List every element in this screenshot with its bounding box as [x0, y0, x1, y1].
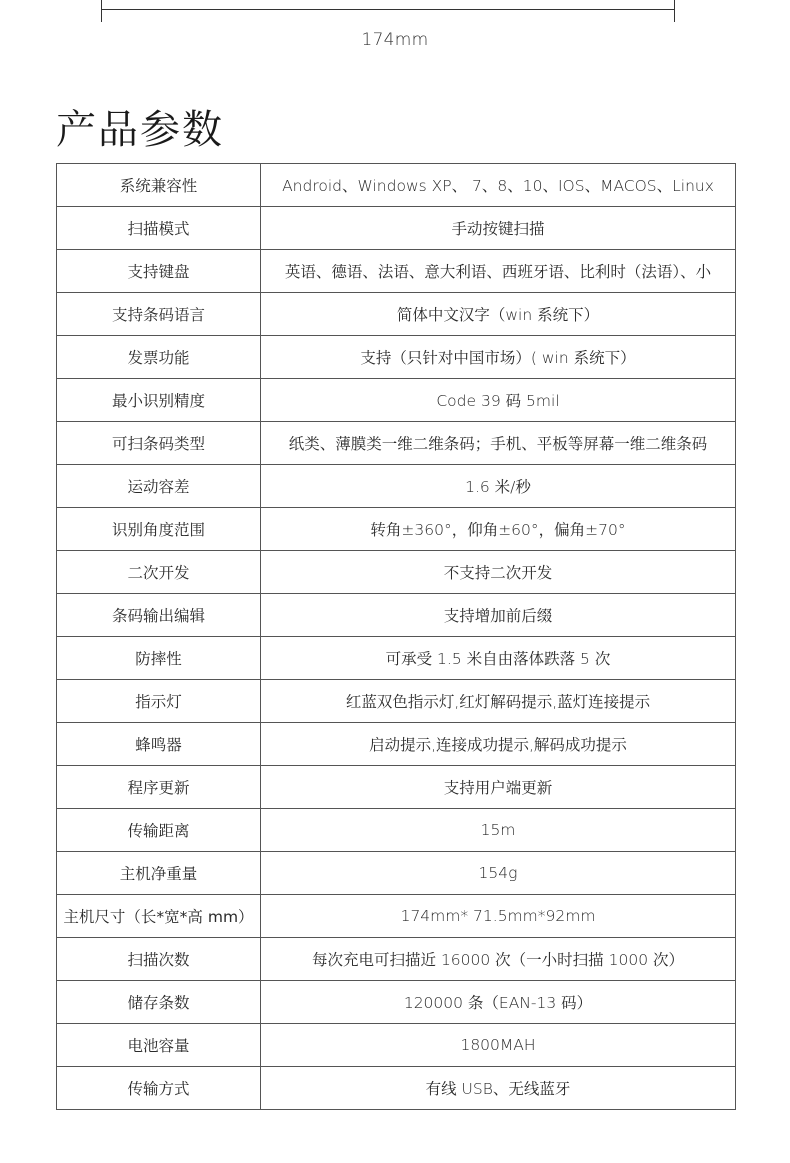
spec-value: 有线 USB、无线蓝牙: [261, 1067, 736, 1110]
spec-label: 发票功能: [57, 336, 261, 379]
spec-label: 主机尺寸（长*宽*高 mm）: [57, 895, 261, 938]
spec-row: [57, 422, 736, 465]
spec-row: [57, 336, 736, 379]
dimension-tick-left: [101, 0, 102, 22]
spec-label: 指示灯: [57, 680, 261, 723]
spec-label: 支持条码语言: [57, 293, 261, 336]
spec-value: 120000 条（EAN-13 码）: [261, 981, 736, 1024]
spec-row: [57, 680, 736, 723]
spec-row: [57, 637, 736, 680]
spec-label: 条码输出编辑: [57, 594, 261, 637]
spec-row: [57, 938, 736, 981]
spec-row: [57, 981, 736, 1024]
spec-row: [57, 809, 736, 852]
spec-label: 系统兼容性: [57, 164, 261, 207]
spec-row: [57, 852, 736, 895]
spec-value: 可承受 1.5 米自由落体跌落 5 次: [261, 637, 736, 680]
spec-label: 运动容差: [57, 465, 261, 508]
section-title: 产品参数: [56, 107, 224, 153]
spec-table-body: [57, 164, 736, 1110]
spec-label: 传输方式: [57, 1067, 261, 1110]
dimension-label: 174mm: [361, 30, 429, 50]
spec-row: [57, 1024, 736, 1067]
dimension-bar: [101, 9, 675, 10]
spec-row: [57, 551, 736, 594]
spec-value: 支持用户端更新: [261, 766, 736, 809]
spec-label: 最小识别精度: [57, 379, 261, 422]
spec-row: [57, 250, 736, 293]
spec-value: 1800MAH: [261, 1024, 736, 1067]
spec-label: 扫描次数: [57, 938, 261, 981]
spec-row: [57, 465, 736, 508]
dimension-line: [101, 0, 675, 22]
spec-label: 扫描模式: [57, 207, 261, 250]
spec-value: 手动按键扫描: [261, 207, 736, 250]
spec-value: 154g: [261, 852, 736, 895]
spec-row: [57, 766, 736, 809]
spec-row: [57, 207, 736, 250]
spec-value: 简体中文汉字（win 系统下）: [261, 293, 736, 336]
spec-label: 程序更新: [57, 766, 261, 809]
spec-label: 储存条数: [57, 981, 261, 1024]
spec-label: 防摔性: [57, 637, 261, 680]
spec-label: 可扫条码类型: [57, 422, 261, 465]
spec-value: 174mm* 71.5mm*92mm: [261, 895, 736, 938]
spec-table: [56, 163, 736, 1110]
spec-row: [57, 1067, 736, 1110]
spec-value: 每次充电可扫描近 16000 次（一小时扫描 1000 次）: [261, 938, 736, 981]
spec-row: [57, 293, 736, 336]
spec-value: 英语、德语、法语、意大利语、西班牙语、比利时（法语）、小: [261, 250, 736, 293]
spec-value: 不支持二次开发: [261, 551, 736, 594]
spec-label: 支持键盘: [57, 250, 261, 293]
spec-value: Android、Windows XP、 7、8、10、IOS、MACOS、Linux: [261, 164, 736, 207]
spec-row: [57, 594, 736, 637]
dimension-tick-right: [674, 0, 675, 22]
spec-value: 启动提示,连接成功提示,解码成功提示: [261, 723, 736, 766]
spec-value: Code 39 码 5mil: [261, 379, 736, 422]
spec-row: [57, 508, 736, 551]
spec-value: 转角±360°，仰角±60°，偏角±70°: [261, 508, 736, 551]
spec-value: 纸类、薄膜类一维二维条码；手机、平板等屏幕一维二维条码: [261, 422, 736, 465]
spec-row: [57, 379, 736, 422]
spec-value: 支持（只针对中国市场）( win 系统下）: [261, 336, 736, 379]
spec-row: [57, 895, 736, 938]
spec-value: 支持增加前后缀: [261, 594, 736, 637]
spec-label: 主机净重量: [57, 852, 261, 895]
spec-label: 蜂鸣器: [57, 723, 261, 766]
spec-row: [57, 164, 736, 207]
spec-label: 二次开发: [57, 551, 261, 594]
spec-value: 1.6 米/秒: [261, 465, 736, 508]
spec-label: 电池容量: [57, 1024, 261, 1067]
spec-label: 传输距离: [57, 809, 261, 852]
spec-row: [57, 723, 736, 766]
spec-value: 15m: [261, 809, 736, 852]
spec-value: 红蓝双色指示灯,红灯解码提示,蓝灯连接提示: [261, 680, 736, 723]
spec-label: 识别角度范围: [57, 508, 261, 551]
